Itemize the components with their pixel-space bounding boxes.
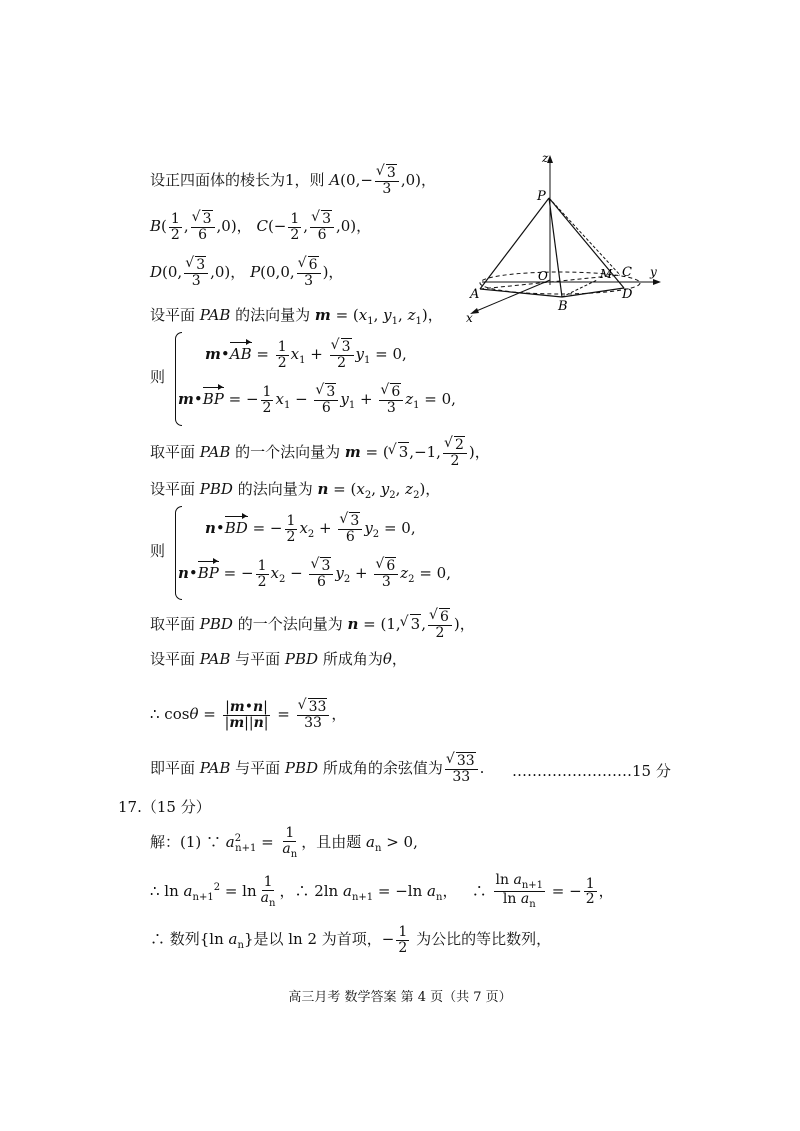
system-2-eq2: n•BP = − $\frac{1}{2}$ $x_2$ − √ $\frac{3}{6}$ $y_2$ + √ $\frac{6}{3}$ $z_2 = 0$, xyxy=(178,559,451,589)
tetrahedron-figure xyxy=(462,150,662,330)
line-4-prefix: 设平面 xyxy=(150,306,196,324)
line-5: 取平面 PAB 的一个法向量为 m = (√ 3,−1, √ $\frac{2}{2}$ )， xyxy=(150,438,490,468)
label-x: x xyxy=(466,311,473,325)
page-footer: 高三月考 数学答案 第 4 页（共 7 页） xyxy=(288,990,512,1005)
line-4-plane: PAB xyxy=(199,306,231,324)
label-B: B xyxy=(558,299,568,314)
system-1-label: 则 xyxy=(150,368,166,386)
line-13: ∴ 数列{ln $a_n$}是以 ln 2 为首项，− $\frac{1}{2}$ 为公比的等比数列， xyxy=(150,924,552,956)
system-2-eq1: n•BD = − $\frac{1}{2}$ $x_2$ + √ $\frac{3}{6}$ $y_2 = 0$, xyxy=(205,514,416,544)
line-8: 设平面 PAB 与平面 PBD 所成角为θ， xyxy=(150,650,407,668)
label-y: y xyxy=(650,265,657,279)
line-7: 取平面 PBD 的一个法向量为 n = (1,√ 3, √ $\frac{6}{2}$ )， xyxy=(150,610,475,640)
system-2-label: 则 xyxy=(150,542,166,560)
line-4: 设平面 PAB 的法向量为 $m = (x_1$, $y_1$, $z_1$)， xyxy=(150,306,443,327)
line-2: B( $\frac{1}{2}$ , √ $\frac{3}{6}$ ,0)， C(− $\frac{1}{2}$ , √ $\frac{3}{6}$ ,0)， xyxy=(150,212,371,242)
label-z: z xyxy=(542,151,549,165)
label-P: P xyxy=(537,189,546,204)
line-1: 设正四面体的棱长为1，则 A(0,− √ $\frac{3}{3}$ ,0)， xyxy=(150,166,436,196)
label-A: A xyxy=(470,287,480,302)
label-O: O xyxy=(538,269,548,283)
label-C: C xyxy=(622,265,632,280)
line-6: 设平面 PBD 的法向量为 $n = (x_2$, $y_2$, $z_2$)， xyxy=(150,480,441,501)
line-12: ∴ $\ln a_{n+1}^2 = \ln$ $\frac{1}{a_n}$ ，∴ 2ln $a_{n+1} = -\ln$ $a_n$， ∴ $\frac{\ln a_{n+1}}{\ln a_n}$ = − $\frac{1}{2}$ ， xyxy=(150,872,614,911)
label-M: M xyxy=(600,267,613,281)
system-1-eq2: m•BP = − $\frac{1}{2}$ $x_1$ − √ $\frac{3}{6}$ $y_1$ + √ $\frac{6}{3}$ $z_1 = 0$, xyxy=(178,385,456,415)
line-10: 即平面 PAB 与平面 PBD 所成角的余弦值为 √ $\frac{33}{33}$ . xyxy=(150,754,484,784)
label-D: D xyxy=(622,287,633,302)
score-15: ……………………15 分 xyxy=(512,762,671,780)
system-1-eq1: m•AB = $\frac{1}{2}$ $x_1$ + √ $\frac{3}{2}$ $y_1 = 0$, xyxy=(205,340,407,370)
line-1-text: 设正四面体的棱长为1，则 xyxy=(150,171,325,190)
line-11: 解：(1) ∵ $a^2_{n+1}$ = $\frac{1}{a_n}$ ，且由题 $a_n > 0$, xyxy=(150,825,418,860)
line-9: ∴ cosθ = $\frac{|m•n|}{|m||n|}$ = √ $\frac{33}{33}$ ， xyxy=(150,700,346,730)
question-17-heading: 17.（15 分） xyxy=(118,798,211,816)
line-3: D(0, √ $\frac{3}{3}$ ,0)， P(0,0, √ $\frac{6}{3}$ )， xyxy=(150,258,343,288)
